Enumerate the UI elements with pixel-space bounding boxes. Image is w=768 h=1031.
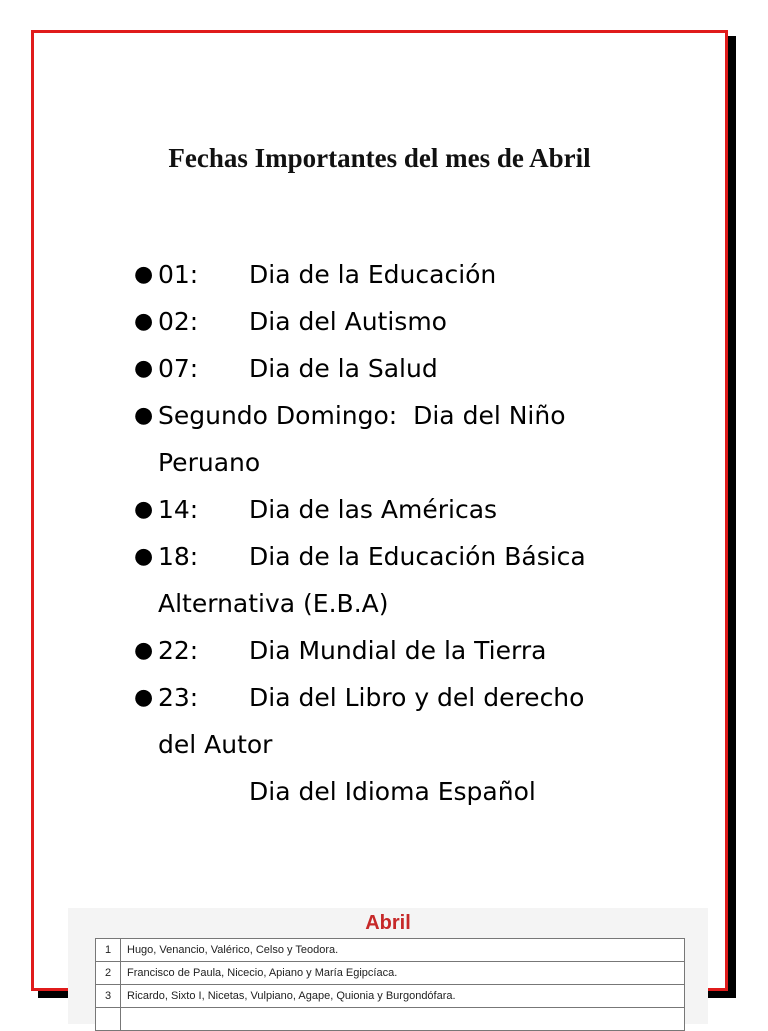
list-item (134, 298, 654, 345)
list-item (134, 674, 654, 815)
list-item (134, 251, 654, 298)
saint-names: Francisco de Paula, Nicecio, Apiano y María Egipcíaca. (121, 962, 685, 985)
saint-names: Ricardo, Sixto I, Nicetas, Vulpiano, Agape, Quionia y Burgondófara. (121, 985, 685, 1008)
date-description-continued: Peruano (158, 448, 261, 477)
table-row (96, 939, 685, 962)
calendar-table (95, 938, 685, 1031)
table-row (96, 985, 685, 1008)
date-label: 01: (158, 260, 199, 289)
date-description: Dia de las Américas (249, 495, 498, 524)
date-description-continued: Alternativa (E.B.A) (158, 589, 389, 618)
date-description-continued: del Autor (158, 730, 273, 759)
date-description-extra: Dia del Idioma Español (249, 777, 536, 806)
date-label: 14: (158, 495, 199, 524)
saint-names: Hugo, Venancio, Valérico, Celso y Teodora. (121, 939, 685, 962)
date-description: Dia Mundial de la Tierra (249, 636, 547, 665)
date-label: 02: (158, 307, 199, 336)
bullet-icon: ● (134, 262, 154, 287)
list-item (134, 627, 654, 674)
date-description: Dia de la Educación (249, 260, 497, 289)
bullet-icon: ● (134, 403, 154, 428)
day-number: 2 (96, 962, 121, 985)
saints-calendar (68, 908, 708, 1024)
page-title: Fechas Importantes del mes de Abril (168, 143, 591, 173)
bullet-icon: ● (134, 544, 154, 569)
date-label: 18: (158, 542, 199, 571)
date-label: 07: (158, 354, 199, 383)
document-page (31, 30, 728, 991)
bullet-icon: ● (134, 497, 154, 522)
date-description: Dia del Niño (413, 401, 566, 430)
table-row (96, 1008, 685, 1031)
bullet-icon: ● (134, 356, 154, 381)
calendar-title: Abril (365, 912, 411, 934)
list-item (134, 533, 654, 627)
bullet-icon: ● (134, 638, 154, 663)
date-description: Dia del Libro y del derecho (249, 683, 585, 712)
list-item (134, 392, 654, 486)
date-description: Dia del Autismo (249, 307, 447, 336)
saint-names (121, 1008, 685, 1031)
date-label: 22: (158, 636, 199, 665)
dates-list (134, 251, 654, 815)
bullet-icon: ● (134, 685, 154, 710)
day-number (96, 1008, 121, 1031)
day-number: 1 (96, 939, 121, 962)
table-row (96, 962, 685, 985)
date-label: Segundo Domingo: (158, 401, 398, 430)
list-item (134, 345, 654, 392)
list-item (134, 486, 654, 533)
date-description: Dia de la Salud (249, 354, 438, 383)
date-description: Dia de la Educación Básica (249, 542, 586, 571)
bullet-icon: ● (134, 309, 154, 334)
day-number: 3 (96, 985, 121, 1008)
date-label: 23: (158, 683, 199, 712)
